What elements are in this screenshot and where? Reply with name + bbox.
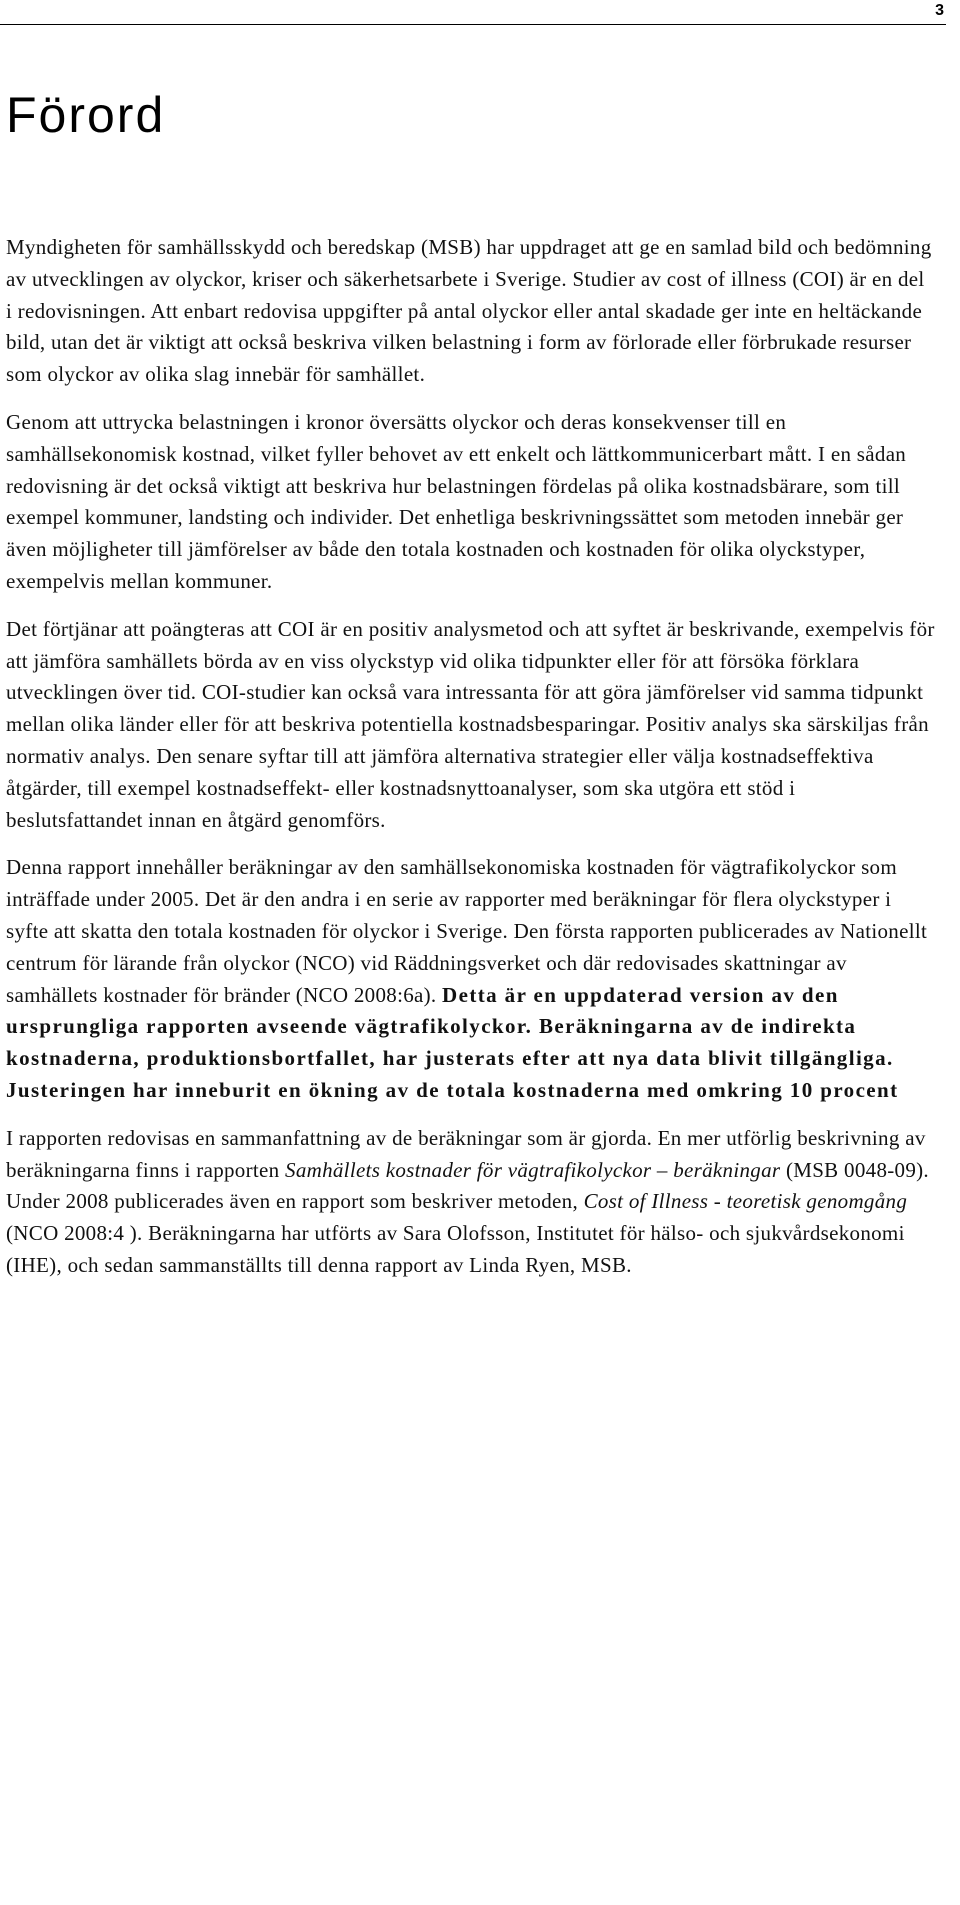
body-text (6, 232, 936, 1298)
paragraph-5 (6, 1123, 936, 1282)
paragraph-3: Det förtjänar att poängteras att COI är en positiv analysmetod och att syftet är beskrivande, exempelvis för att jämföra samhällets börda av en viss olyckstyp vid olika tidpunkter eller för att försöka förklara utvecklingen över tid. COI-studier kan också vara intressanta för att göra jämförelser vid samma tidpunkt mellan olika länder eller för att beskriva potentiella kostnadsbesparingar. Positiv analys ska särskiljas från normativ analys. Den senare syftar till att jämföra alternativa strategier eller välja kostnadseffektiva åtgärder, till exempel kostnadseffekt- eller kostnadsnyttoanalyser, som ska utgöra ett stöd i beslutsfattandet innan en åtgärd genomförs. (6, 616, 935, 832)
paragraph-5-text-c: (NCO 2008:4 ). Beräkningarna har utförts av Sara Olofsson, Institutet för hälso- och sjukvårdsekonomi (IHE), och sedan sammanställts till denna rapport av Linda Ryen, MSB. (6, 1221, 905, 1277)
report-title-1: Samhällets kostnader för vägtrafikolyckor – beräkningar (285, 1157, 781, 1182)
report-title-2: Cost of Illness - teoretisk genomgång (583, 1189, 908, 1214)
paragraph-4-bold-text: Detta är en uppdaterad version av den ursprungliga rapporten avseende vägtrafikolyckor. Beräkningarna av de indirekta kostnaderna, produktionsbortfallet, har justerats efter att nya data blivit tillgängliga. Justeringen har inneburit en ökning av de totala kostnaderna med omkring 10 procent (6, 982, 899, 1102)
page-number: 3 (935, 2, 944, 19)
paragraph-5-text-a: I rapporten redovisas en sammanfattning av de beräkningar som är gjorda. En mer utförlig beskrivning av beräkningarna finns i rapporten (6, 1125, 926, 1182)
paragraph-4-text: Denna rapport innehåller beräkningar av den samhällsekonomiska kostnaden för vägtrafikolyckor som inträffade under 2005. Det är den andra i en serie av rapporter med beräkningar för flera olyckstyper i syfte att skatta den totala kostnaden för olyckor i Sverige. Den första rapporten publicerades av Nationellt centrum för lärande från olyckor (NCO) vid Räddningsverket och där redovisades skattningar av samhällets kostnader för bränder (NCO 2008:6a). (6, 855, 928, 1007)
paragraph-2: Genom att uttrycka belastningen i kronor översätts olyckor och deras konsekvenser till en samhällsekonomisk kostnad, vilket fyller behovet av ett enkelt och lättkommunicerbart mått. I en sådan redovisning är det också viktigt att beskriva hur belastningen fördelas på olika kostnadsbärare, som till exempel kommuner, landsting och individer. Det enhetliga beskrivningssättet som metoden innebär ger även möjligheter till jämförelser av både den totala kostnaden och kostnaden för olika olyckstyper, exempelvis mellan kommuner. (6, 409, 907, 593)
page-title: Förord (6, 87, 166, 143)
paragraph-4 (6, 852, 936, 1106)
header-rule (0, 24, 946, 25)
paragraph-5-text-b: (MSB 0048-09). Under 2008 publicerades även en rapport som beskriver metoden, (6, 1157, 929, 1214)
paragraph-1: Myndigheten för samhällsskydd och beredskap (MSB) har uppdraget att ge en samlad bild och bedömning av utvecklingen av olyckor, kriser och säkerhetsarbete i Sverige. Studier av cost of illness (COI) är en del i redovisningen. Att enbart redovisa uppgifter på antal olyckor eller antal skadade ger inte en heltäckande bild, utan det är viktigt att också beskriva vilken belastning i form av förlorade eller förbrukade resurser som olyckor av olika slag innebär för samhället. (6, 235, 932, 387)
